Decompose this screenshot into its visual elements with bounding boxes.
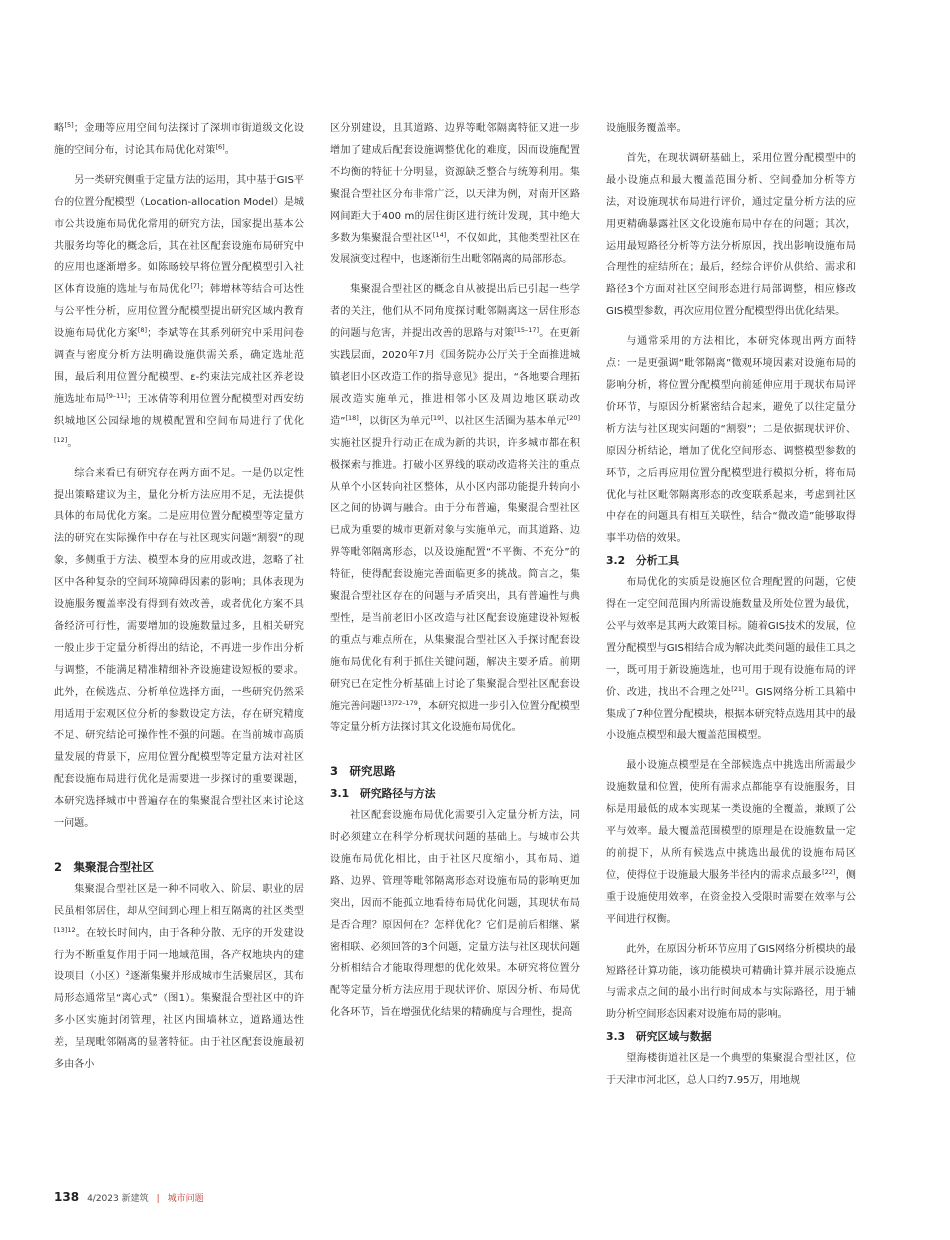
paragraph: 集聚混合型社区是一种不同收入、阶层、职业的居民虽相邻居住，却从空间到心理上相互隔离的社区类型$^{[13]12}$。在较长时间内，由于各种分散、无序的开发建设行为不断重复作用于同一地域范围，各产权地块内的建设项目（小区）$^2$逐渐集聚并形成城市生活聚居区，其布局形态通常呈“离心式”（图1）。集聚混合型社区中的许多小区实施封闭管理，社区内围墙林立，道路通达性差，呈现毗邻隔离的显著特征。由于社区配套设施最初多由各小 (54, 883, 305, 1071)
subsection-heading: 3.3 研究区域与数据 (606, 1030, 712, 1044)
footer-separator: | (156, 1194, 160, 1204)
text-columns (54, 118, 856, 1092)
column-1 (54, 118, 304, 1092)
paragraph: 与通常采用的方法相比，本研究体现出两方面特点：一是更强调“毗邻隔离”微观环境因素对设施布局的影响分析，将位置分配模型向前延伸应用于现状布局评价环节，与原因分析紧密结合起来，避免了以往定量分析方法与社区现实问题的“割裂”；二是依据现状评价、原因分析结论，增加了优化空间形态、调整模型参数的环节，之后再应用位置分配模型进行模拟分析，将布局优化与社区毗邻隔离形态的改变联系起来，考虑到社区中存在的问题具有相互关联性，结合“微改造”能够取得事半功倍的效果。 (606, 336, 856, 545)
paragraph: 首先，在现状调研基础上，采用位置分配模型中的最小设施点和最大覆盖范围分析、空间叠加分析等方法，对设施现状布局进行评价，通过定量分析方法的应用更精确暴露社区文化设施布局中存在的问题；其次，运用最短路径分析等方法分析原因，找出影响设施布局合理性的症结所在；最后，经综合评价从供给、需求和路径3个方面对社区空间形态进行局部调整，相应修改GIS模型参数，再次应用位置分配模型得出优化结果。 (606, 152, 856, 318)
section-heading: 2 集聚混合型社区 (54, 859, 155, 874)
paragraph: 社区配套设施布局优化需要引入定量分析方法，同时必须建立在科学分析现状问题的基础上。与城市公共设施布局优化相比，由于社区尺度缩小，其布局、道路、边界、管理等毗邻隔离形态对设施布局的影响更加突出，因而不能孤立地看待布局优化问题，其现状布局是否合理？原因何在？怎样优化？它们是前后相继、紧密相联、必须回答的3个问题，定量方法与社区现状问题分析相结合才能取得理想的优化效果。本研究将位置分配等定量分析方法应用于现状评价、原因分析、布局优化各环节，旨在增强优化结果的精确度与合理性，提高 (330, 810, 580, 1019)
section-heading: 3 研究思路 (330, 764, 396, 779)
page-number: 138 (54, 1190, 80, 1204)
journal-issue: 4/2023 新建筑 (87, 1194, 149, 1204)
paragraph: 布局优化的实质是设施区位合理配置的问题，它使得在一定空间范围内所需设施数量及所处位置为最优，公平与效率是其两大政策目标。随着GIS技术的发展，位置分配模型与GIS相结合成为解决此类问题的最佳工具之一，既可用于新设施选址，也可用于现有设施布局的评价、改进，找出不合理之处[21]。GIS网络分析工具箱中集成了7种位置分配模块，根据本研究特点选用其中的最小设施点模型和最大覆盖范围模型。 (606, 577, 856, 742)
subsection-heading: 3.1 研究路径与方法 (330, 787, 436, 801)
paragraph: 设施服务覆盖率。 (606, 123, 687, 134)
paragraph: 最小设施点模型是在全部候选点中挑选出所需最少设施数量和位置，使所有需求点都能享有设施服务，目标是用最低的成本实现某一类设施的全覆盖，兼顾了公平与效率。最大覆盖范围模型的原理是在设施数量一定的前提下，从所有候选点中挑选出最优的设施布局区位，使得位于设施最大服务半径内的需求点最多[22]，侧重于设施使用效率，在资金投入受限时需要在效率与公平间进行权衡。 (606, 760, 857, 925)
subsection-heading: 3.2 分析工具 (606, 554, 680, 568)
paragraph: 集聚混合型社区的概念自从被提出后已引起一些学者的关注，他们从不同角度探讨毗邻隔离这一居住形态的问题与危害，并提出改善的思路与对策[15–17]。在更新实践层面，2020年7月《国务院办公厅关于全面推进城镇老旧小区改造工作的指导意见》提出，“各地要合理拓展改造实施单元，推进相邻小区及周边地区联动改造”[18]，以街区为单元[19]、以社区生活圈为基本单元[20]实施社区提升行动正在成为新的共识，许多城市都在积极探索与推进。打破小区界线的联动改造将关注的重点从单个小区转向社区整体，从小区内部功能提升转向小区之间的协调与融合。由于分布普遍，集聚混合型社区已成为重要的城市更新对象与实施单元，而其道路、边界等毗邻隔离形态，以及设施配置“不平衡、不充分”的特征，使得配套设施完善面临更多的挑战。简言之，集聚混合型社区存在的问题与矛盾突出，具有普遍性与典型性，是当前老旧小区改造与社区配套设施建设补短板的重点与难点所在，从集聚混合型社区入手探讨配套设施布局优化有利于抓住关键问题，解决主要矛盾。前期研究已在定性分析基础上讨论了集聚混合型社区配套设施完善问题$^{[13]72-179}$，本研究拟进一步引入位置分配模型等定量分析方法探讨其文化设施布局优化。 (330, 284, 581, 734)
column-3 (606, 118, 856, 1092)
paragraph: 区分别建设，且其道路、边界等毗邻隔离特征又进一步增加了建成后配套设施调整优化的难度，因而设施配置不均衡的特征十分明显，资源缺乏整合与统筹利用。集聚混合型社区分布非常广泛，以天津为例，对南开区路网间距大于400 m的居住街区进行统计发现，其中绝大多数为集聚混合型社区[14]，不仅如此，其他类型社区在发展演变过程中，也逐渐衍生出毗邻隔离的局部形态。 (330, 123, 581, 266)
column-2 (330, 118, 580, 1092)
page-footer (54, 1190, 204, 1204)
paragraph: 另一类研究侧重于定量方法的运用，其中基于GIS平台的位置分配模型（Location-allocation Model）是城市公共设施布局优化常用的研究方法，国家提出基本公共服务均等化的概念后，其在社区配套设施布局研究中的应用也逐渐增多。如陈旸较早将位置分配模型引入社区体育设施的选址与布局优化[7]；韩增林等结合可达性与公平性分析，应用位置分配模型提出研究区域内教育设施布局优化方案[8]；李斌等在其系列研究中采用问卷调查与密度分析方法明确设施供需关系，确定选址范围，最后利用位置分配模型、ε-约束法完成社区养老设施选址布局[9–11]；王冰倩等利用位置分配模型对西安纺织城地区公园绿地的规模配置和空间布局进行了优化[12]。 (54, 174, 305, 449)
section-label: 城市问题 (167, 1194, 204, 1204)
article-page (54, 118, 856, 1092)
paragraph: 略[5]；金珊等应用空间句法探讨了深圳市街道级文化设施的空间分布，讨论其布局优化对策[6]。 (54, 121, 305, 156)
paragraph: 望海楼街道社区是一个典型的集聚混合型社区，位于天津市河北区，总人口约7.95万，用地规 (606, 1053, 856, 1087)
paragraph: 综合来看已有研究存在两方面不足。一是仍以定性提出策略建议为主，量化分析方法应用不足，无法提供具体的布局优化方案。二是应用位置分配模型等定量方法的研究在实际操作中存在与社区现实问题“割裂”的现象，多侧重于方法、模型本身的应用或改进，忽略了社区中各种复杂的空间环境障碍因素的影响；具体表现为设施服务覆盖率没有得到有效改善，或者优化方案不具备经济可行性，需要增加的设施数量过多，且相关研究一般止步于定量分析得出的结论，不再进一步作出分析与调整，不能满足精准精细补齐设施建设短板的要求。此外，在候选点、分析单位选择方面，一些研究仍然采用适用于宏观区位分析的参数设定方法，存在研究精度不足、研究结论可操作性不强的问题。在当前城市高质量发展的背景下，应用位置分配模型等定量方法对社区配套设施布局进行优化是需要进一步探讨的重要课题，本研究选择城市中普遍存在的集聚混合型社区来讨论这一问题。 (54, 467, 304, 830)
paragraph: 此外，在原因分析环节应用了GIS网络分析模块的最短路径计算功能，该功能模块可精确计算并展示设施点与需求点之间的最小出行时间成本与实际路径，用于辅助分析空间形态因素对设施布局的影响。 (606, 943, 856, 1021)
